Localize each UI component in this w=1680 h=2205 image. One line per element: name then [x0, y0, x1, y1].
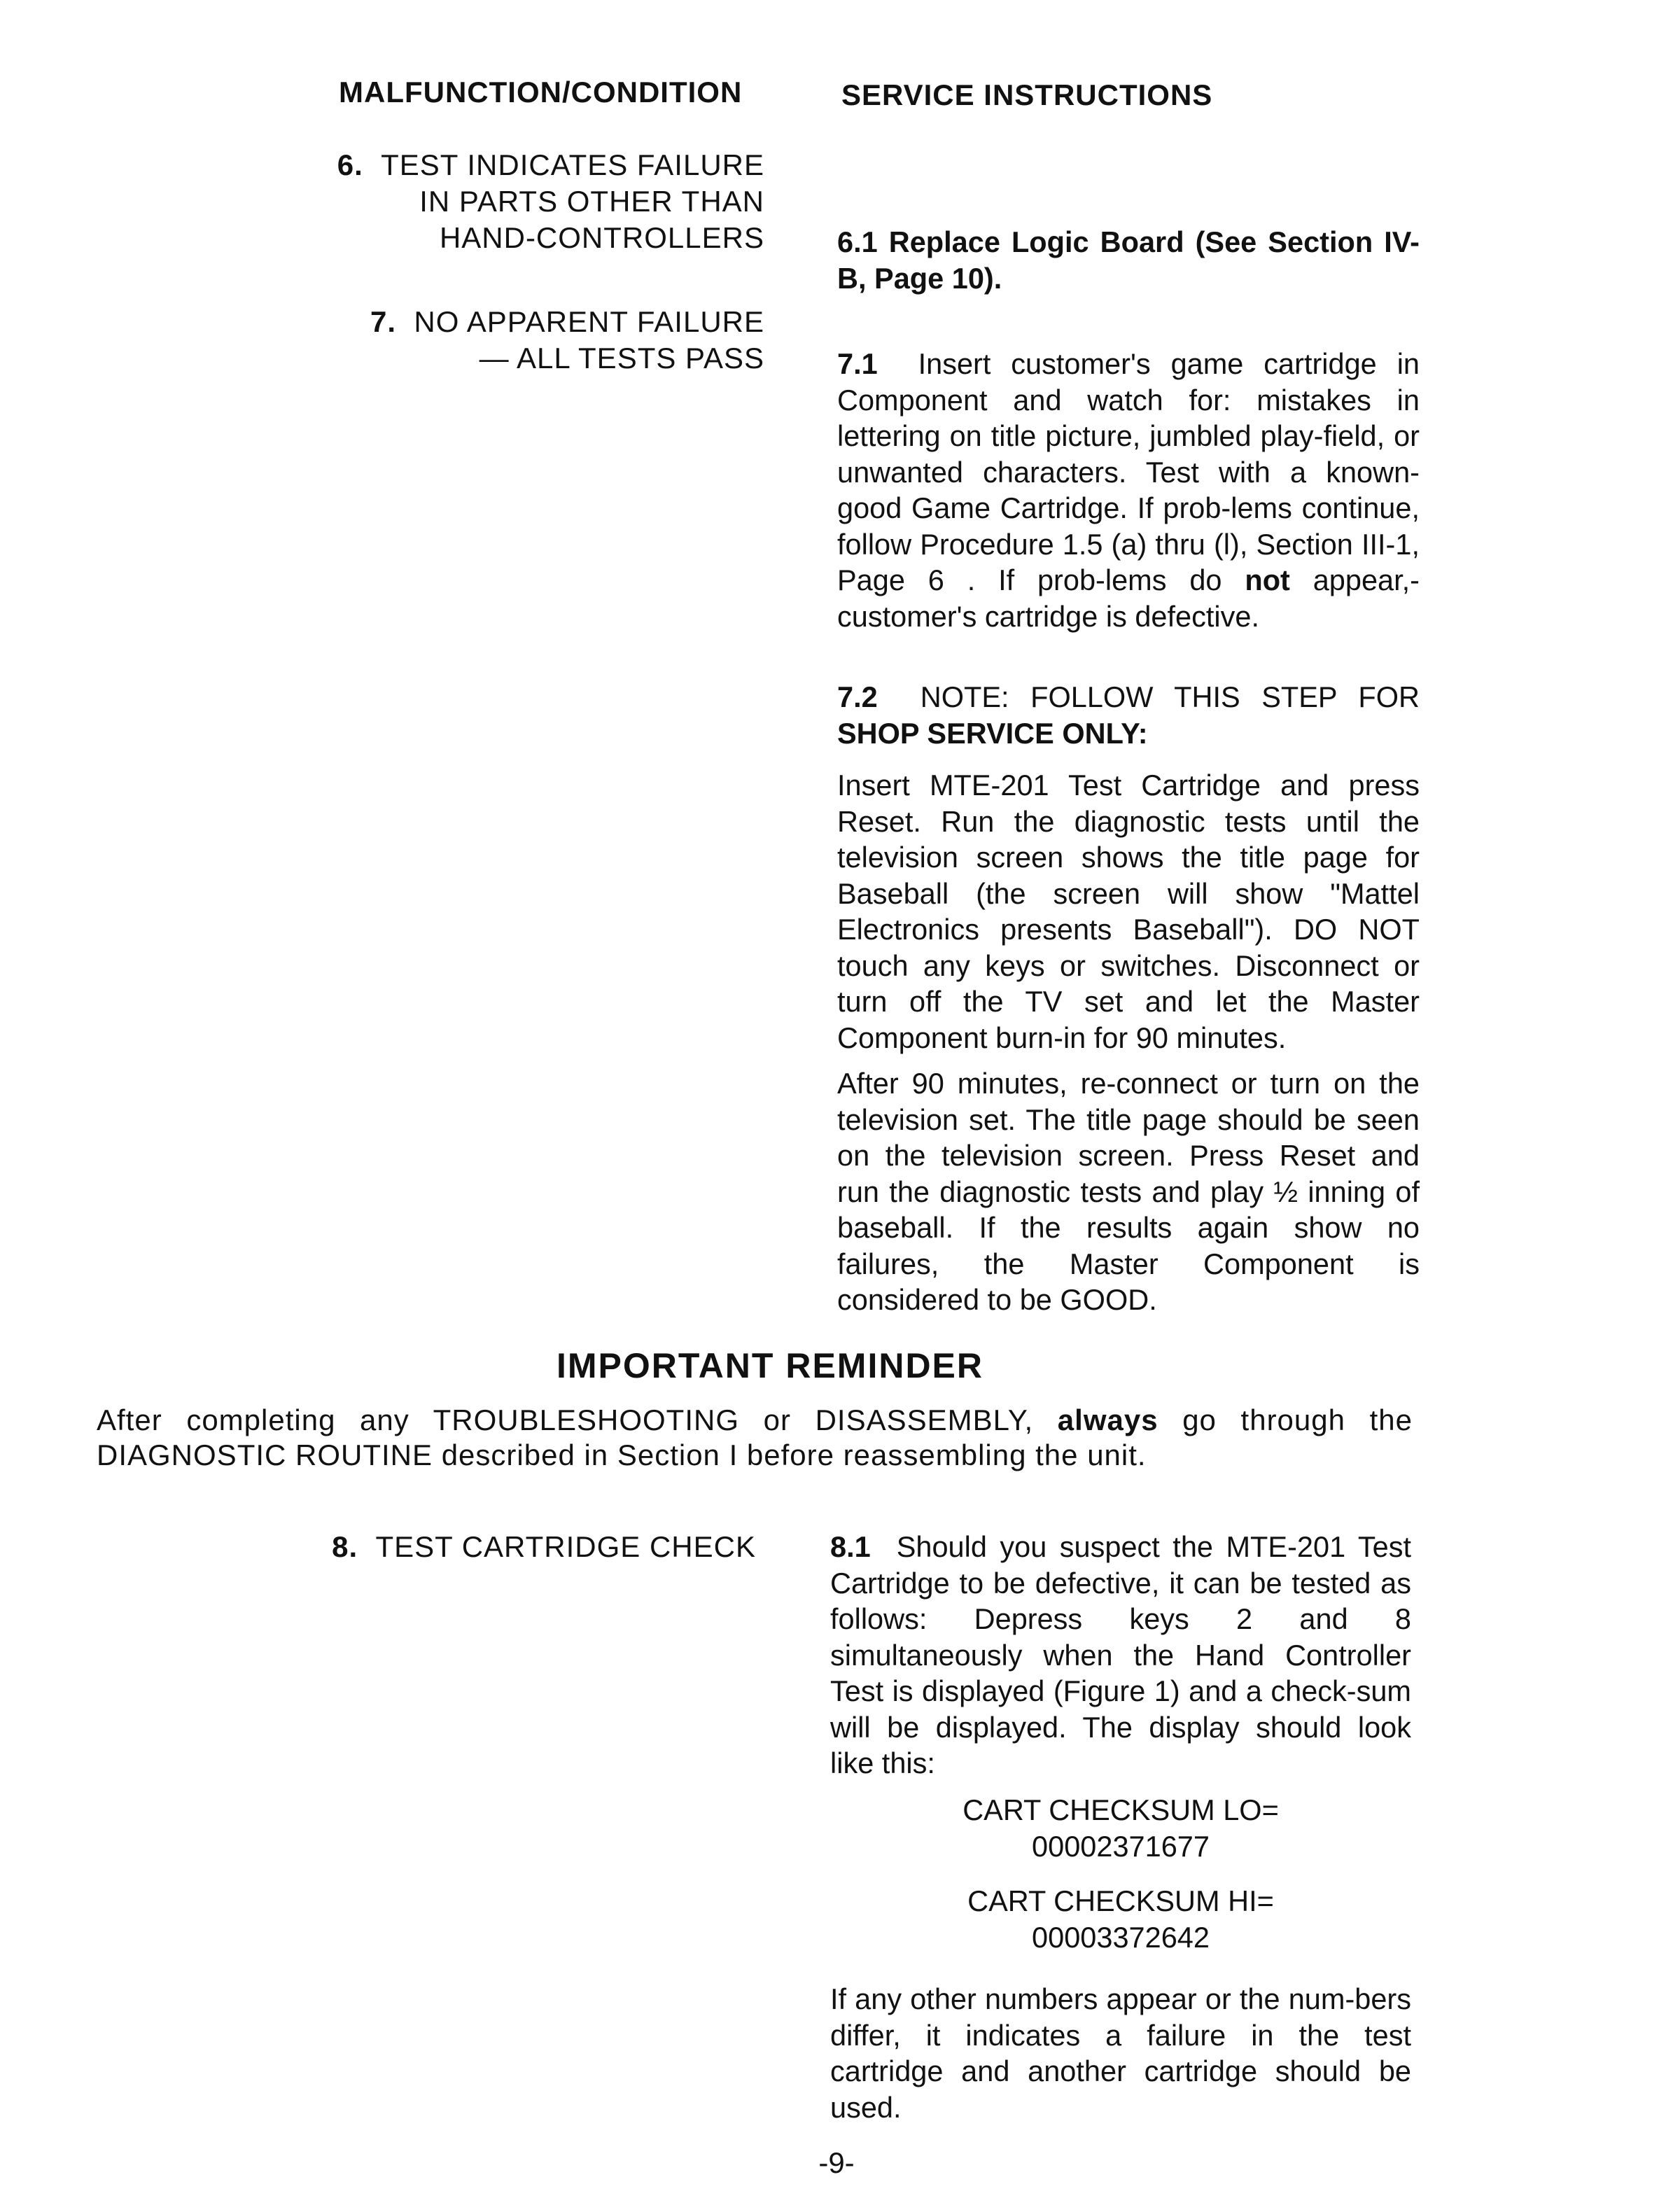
item-8-condition: [266, 1529, 756, 1565]
service-6-1: 6.1 Replace Logic Board (See Section IV-B, Page 10).: [837, 225, 1420, 295]
service-header: SERVICE INSTRUCTIONS: [841, 78, 1213, 111]
important-reminder-text: After completing any TROUBLESHOOTING or DISASSEMBLY, always go through the DIAGNOSTIC ROUTINE described in Section I before reassembling the unit.: [97, 1404, 1413, 1471]
item-8-label: TEST CARTRIDGE CHECK: [375, 1530, 756, 1563]
item-6-condition: [266, 147, 764, 256]
service-8-1: [830, 1529, 1411, 1782]
item-7-number: 7.: [370, 305, 397, 338]
item-6-number: 6.: [337, 148, 363, 181]
checksum-hi-label: CART CHECKSUM HI=: [967, 1884, 1274, 1917]
service-7-1-text-a: Insert customer's game cartridge in Component and watch for: mistakes in lettering on title picture, jumbled play-field, or unwanted characters. Test with a known-good Game Cartridge. If prob-lems continue, follow Procedure 1.5 (a) thru (l), Section III-1, Page 6 . If prob-lems do: [837, 347, 1420, 596]
item-8-number: 8.: [332, 1530, 358, 1563]
service-8-1-text: Should you suspect the MTE-201 Test Cartridge to be defective, it can be tested as follows: Depress keys 2 and 8 simultaneously when the Hand Controller Test is displayed (Figure 1) and a check-sum will be displayed. The display should look like this:: [830, 1530, 1412, 1779]
item-6-line-1: 6. TEST INDICATES FAILURE: [337, 148, 764, 181]
checksum-lo-label: CART CHECKSUM LO=: [962, 1793, 1279, 1826]
service-7-2-number: 7.2: [837, 680, 878, 713]
item-6-line-3: HAND-CONTROLLERS: [439, 221, 764, 254]
malfunction-header: MALFUNCTION/CONDITION: [339, 76, 743, 108]
item-6-line-2: IN PARTS OTHER THAN: [419, 185, 764, 218]
checksum-hi-block: [830, 1883, 1411, 1955]
item-7-condition: [266, 304, 764, 377]
important-reminder-title: IMPORTANT REMINDER: [556, 1346, 984, 1385]
checksum-lo-block: [830, 1792, 1411, 1864]
service-7-1: [837, 346, 1420, 634]
service-7-2-note-text: NOTE: FOLLOW THIS STEP FOR: [920, 680, 1420, 713]
item-7-line-1: 7. NO APPARENT FAILURE: [370, 305, 764, 338]
service-7-2-paragraph-1: Insert MTE-201 Test Cartridge and press Reset. Run the diagnostic tests until the television screen shows the title page for Baseball (the screen will show "Mattel Electronics presents Baseball"). DO NOT touch any keys or switches. Disconnect or turn off the TV set and let the Master Component burn-in for 90 minutes.: [837, 769, 1420, 1054]
checksum-lo-value: 00002371677: [1032, 1829, 1210, 1863]
checksum-hi-value: 00003372642: [1032, 1920, 1210, 1954]
service-7-2-note: [837, 679, 1420, 751]
reminder-emphasis: always: [1057, 1404, 1158, 1436]
service-7-2-shop-only: SHOP SERVICE ONLY:: [837, 716, 1148, 750]
service-7-2-paragraph-2: After 90 minutes, re-connect or turn on the television set. The title page should be seen on the television screen. Press Reset and run the diagnostic tests and play ½ inning of baseball. If the results again show no failures, the Master Component is considered to be GOOD.: [837, 1067, 1420, 1316]
service-7-1-number: 7.1: [837, 347, 878, 380]
page-number: -9-: [818, 2146, 855, 2179]
service-7-1-emphasis: not: [1245, 564, 1290, 596]
item-7-line-2: — ALL TESTS PASS: [479, 342, 764, 374]
service-8-1-number: 8.1: [830, 1530, 871, 1563]
service-7-1-text-b: appear,-customer's cartridge is defective.: [837, 564, 1420, 633]
service-8-1-closing: If any other numbers appear or the num-bers differ, it indicates a failure in the test cartridge and another cartridge should be used.: [830, 1982, 1411, 2124]
